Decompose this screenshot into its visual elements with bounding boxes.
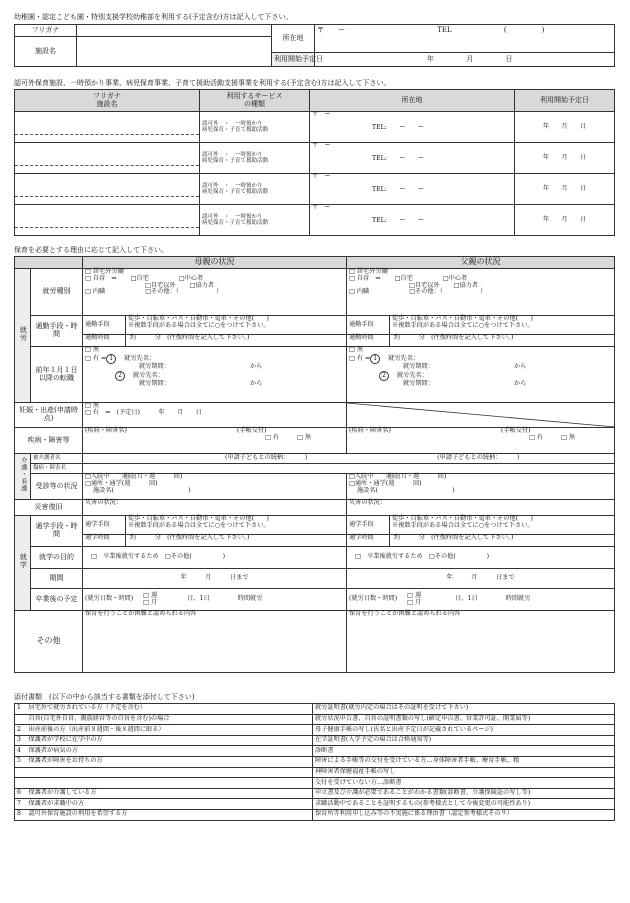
kindergarten-table	[14, 24, 615, 67]
attachment-condition: 保護者が求職中の方	[27, 799, 313, 810]
day-label: 日	[505, 54, 513, 63]
start-date-field[interactable]	[315, 53, 615, 67]
service-start-cell[interactable]: 年 月 日	[515, 143, 615, 174]
service-start-cell[interactable]: 年 月 日	[515, 112, 615, 143]
service-type-cell[interactable]	[200, 205, 310, 236]
attachment-row	[15, 799, 615, 810]
attachment-number: 5	[15, 756, 27, 767]
mother-work-type[interactable]: □ 居宅外労働 □ 自営 ⇒ □自宅 □中心者 □自宅以外 □協力者 □ 内職 □その他：（ ）	[83, 269, 347, 316]
col-service: 利用するサービス の種類	[200, 90, 310, 112]
tel-paren: ( )	[503, 26, 545, 34]
father-other[interactable]: 保育を行うことが困難と認められる内容	[347, 611, 615, 673]
mother-commute[interactable]: 通勤手段 徒歩・自転車・バス・自動車・電車・その他( ) ※複数手段がある場合は全てに○をつけて下さい。 通勤時間 約 分 (往復時間を記入して下さい。)	[83, 316, 347, 347]
attachment-row	[15, 714, 615, 725]
mother-receive[interactable]: □入院中 通院(月・週 回) □通所・通学(週 回) 施設名( )	[83, 474, 347, 500]
attachment-condition: 居宅外で就労されている方（予定を含む）	[27, 704, 313, 715]
service-line1: 認可外 ・ 一時預かり	[202, 151, 263, 158]
facility-name-label: 施設名	[15, 37, 77, 67]
location-field[interactable]	[315, 25, 615, 53]
service-facility-cell[interactable]	[15, 143, 200, 174]
father-school-period[interactable]: 年 月 日まで	[347, 569, 615, 589]
attachment-condition: 保護者が病気の方	[27, 746, 313, 757]
service-location-cell[interactable]	[310, 174, 515, 205]
section2-heading: 認可外保育施設、一時預かり事業、病児保育事業、子育て援助活動支援事業を利用する(予定含む)方は記入して下さい。	[14, 79, 391, 87]
mother-lesson[interactable]: (就労日数・時間) □ 週 □ 月 日、1日 時間就労	[83, 589, 347, 611]
father-school-commute[interactable]: 通学手段 徒歩・自転車・バス・自動車・電車・その他( ) ※複数手段がある場合は全てに○をつけて下さい。 通学時間 約 分 (往復時間を記入して下さい。)	[347, 516, 615, 547]
attachment-condition	[27, 767, 313, 778]
attachment-document: 就労証明書(就労内定の場合はその証明を受けて下さい)	[313, 704, 615, 715]
service-postal: 〒 ー	[312, 142, 331, 149]
school-commute-label: 通学手段・時間	[31, 516, 83, 547]
attachment-row	[15, 788, 615, 799]
mother-other[interactable]: 保育を行うことが困難と認められる内容	[83, 611, 347, 673]
attachment-document: 障害による手帳等の交付を受けている方…身体障害者手帳、療育手帳、精	[313, 756, 615, 767]
section1-heading: 幼稚園・認定こども園・特別支援学校幼稚部を利用する(予定含む)方は記入して下さい。	[14, 13, 293, 21]
service-line1: 認可外 ・ 一時預かり	[202, 213, 263, 220]
lesson-label: 卒業後の予定	[31, 589, 83, 611]
attachment-table	[14, 703, 615, 821]
service-postal: 〒 ー	[312, 204, 331, 211]
disease-name-label: 傷病・障害名	[31, 464, 83, 474]
tel-label: TEL	[437, 26, 452, 34]
attachment-row	[15, 767, 615, 778]
attachment-condition: 保護者が学校に在学中の方	[27, 735, 313, 746]
furigana-field[interactable]	[77, 25, 272, 37]
attachment-number	[15, 778, 27, 789]
father-school-purpose[interactable]: □ 卒業後就労するため □その他( )	[347, 547, 615, 569]
section4-heading: 添付書類 (以下の中から該当する書類を添付して下さい)	[14, 693, 195, 701]
section3-heading: 保育を必要とする理由に応じて記入して下さい。	[14, 246, 168, 254]
mother-school-commute[interactable]: 通学手段 徒歩・自転車・バス・自動車・電車・その他( ) ※複数手段がある場合は全てに○をつけて下さい。 通学時間 約 分 (往復時間を記入して下さい。)	[83, 516, 347, 547]
attachment-document: 申立書及び介護が必要であることがわかる書類(診断書、介護保険証の写し等)	[313, 788, 615, 799]
attachment-row	[15, 735, 615, 746]
father-disaster[interactable]: 災害の状況：	[347, 500, 615, 516]
month-label: 月	[466, 54, 474, 63]
service-location-cell[interactable]	[310, 112, 515, 143]
service-postal: 〒 ー	[312, 173, 331, 180]
service-postal: 〒 ー	[312, 111, 331, 118]
service-location-cell[interactable]	[310, 143, 515, 174]
other-service-table	[14, 89, 615, 236]
col-location: 所在地	[310, 90, 515, 112]
service-type-cell[interactable]	[200, 112, 310, 143]
attachment-row	[15, 704, 615, 715]
receive-label: 受診等の状況	[31, 474, 83, 500]
service-tel: TEL: ー ー	[372, 216, 424, 224]
school-group-label: 就学	[15, 516, 31, 611]
service-row	[15, 205, 615, 236]
service-row	[15, 143, 615, 174]
attachment-row	[15, 809, 615, 820]
father-commute[interactable]: 通勤手段 徒歩・自転車・バス・自動車・電車・その他( ) ※複数手段がある場合は全てに○をつけて下さい。 通勤時間 約 分 (往復時間を記入して下さい。)	[347, 316, 615, 347]
mother-school-purpose[interactable]: □ 卒業後就労するため □その他( )	[83, 547, 347, 569]
other-label: その他	[15, 611, 83, 673]
attachment-number: 2	[15, 725, 27, 736]
attachment-number	[15, 767, 27, 778]
school-purpose-label: 就学の目的	[31, 547, 83, 569]
attachment-number	[15, 714, 27, 725]
service-row	[15, 112, 615, 143]
disease-name-field[interactable]	[83, 464, 615, 474]
attachment-condition: 認可外保育施設の利用を希望する方	[27, 809, 313, 820]
cared-relation-row[interactable]: (申請子どもとの続柄： ) (申請子どもとの続柄： )	[83, 454, 615, 464]
attachment-condition: 保護者が介護している方	[27, 788, 313, 799]
service-line1: 認可外 ・ 一時預かり	[202, 182, 263, 189]
father-header: 父親の状況	[347, 257, 615, 269]
service-facility-cell[interactable]	[15, 112, 200, 143]
school-period-label: 期間	[31, 569, 83, 589]
work-group-label: 就労	[15, 269, 31, 403]
reason-table	[14, 256, 615, 673]
attachment-document: 就労状況申告書、自営の証明書類の写し(確定申告書、営業許可証、開業届等)	[313, 714, 615, 725]
service-tel: TEL: ー ー	[372, 185, 424, 193]
care-group-label: 介護・看護	[15, 454, 31, 500]
col-start: 利用開始予定日	[515, 90, 615, 112]
service-line2: 病児保育・子育て援助活動	[202, 189, 269, 195]
service-line2: 病児保育・子育て援助活動	[202, 158, 269, 164]
year-label: 年	[427, 54, 434, 63]
service-facility-cell[interactable]	[15, 205, 200, 236]
mother-illness[interactable]: (疾病・障害名) (手帳交付) □ 有 □ 無	[83, 428, 347, 454]
disaster-label: 災害復旧	[15, 500, 83, 516]
attachment-number: 1	[15, 704, 27, 715]
father-illness[interactable]: (疾病・障害名) (手帳交付) □ 有 □ 無	[347, 428, 615, 454]
service-line2: 病児保育・子育て援助活動	[202, 220, 269, 226]
father-receive[interactable]: □入院中 通院(月・週 回) □通所・通学(週 回) 施設名( )	[347, 474, 615, 500]
attachment-number: 3	[15, 735, 27, 746]
cared-name-label: 被介護者名	[31, 454, 83, 464]
location-label: 所在地	[272, 25, 315, 53]
father-lesson[interactable]: (就労日数・時間) □ 週 □ 月 日、1日 時間就労	[347, 589, 615, 611]
attachment-row	[15, 725, 615, 736]
furigana-label: フリガナ	[15, 25, 77, 37]
attachment-row	[15, 756, 615, 767]
col-facility: フリガナ 施設名	[15, 90, 200, 112]
pregnancy-label: 妊娠・出産(申請時点)	[15, 403, 83, 428]
attachment-document: 在学証明書(入学予定の場合は合格通知等)	[313, 735, 615, 746]
service-line1: 認可外 ・ 一時預かり	[202, 120, 263, 127]
mother-disaster[interactable]: 災害の状況：	[83, 500, 347, 516]
attachment-number: 6	[15, 788, 27, 799]
attachment-row	[15, 778, 615, 789]
facility-name-field[interactable]	[77, 37, 272, 67]
attachment-condition	[27, 778, 313, 789]
attachment-document: 神障害者保健福祉手帳の写し	[313, 767, 615, 778]
mother-job-change[interactable]: □ 無 □ 有 ⇒ 1 就労先名： 就労期間： から 2 就労先名： 就労期間： から	[83, 347, 347, 403]
attachment-condition: 出産前後の方（出産前８週間・後８週間に限る）	[27, 725, 313, 736]
start-date-label: 利用開始予定日	[272, 53, 315, 67]
attachment-document: 診断書	[313, 746, 615, 757]
service-line2: 病児保育・子育て援助活動	[202, 127, 269, 133]
attachment-condition: 保護者が障害をお持ちの方	[27, 756, 313, 767]
mother-header: 母親の状況	[83, 257, 347, 269]
father-work-type[interactable]: □ 居宅外労働 □ 自営 ⇒ □自宅 □中心者 □自宅以外 □協力者 □ 内職 □その他：（ ）	[347, 269, 615, 316]
service-row	[15, 174, 615, 205]
service-type-cell[interactable]	[200, 174, 310, 205]
attachment-number: 4	[15, 746, 27, 757]
father-job-change[interactable]: □ 無 □ 有 ⇒ 1 就労先名： 就労期間： から 2 就労先名： 就労期間： から	[347, 347, 615, 403]
mother-pregnancy[interactable]: □ 無 □ 有 ⇒ (予定日) 年 月 日	[83, 403, 347, 428]
attachment-document: 求職活動中であることを証明するもの(参考様式として今後変更の可能性あり)	[313, 799, 615, 810]
attachment-document: 交付を受けていない方…診断書	[313, 778, 615, 789]
attachment-row	[15, 746, 615, 757]
commute-label: 通勤手段・時間	[31, 316, 83, 347]
service-type-cell[interactable]	[200, 143, 310, 174]
attachment-condition: 自営(自宅外自営、親族経営等の自営を含む)の場合	[27, 714, 313, 725]
work-type-label: 就労種別	[31, 269, 83, 316]
attachment-document: 保育所等利用申し込み等の不実施に係る理由書（認定参考様式その９）	[313, 809, 615, 820]
service-location-cell[interactable]	[310, 205, 515, 236]
attachment-number: 8	[15, 809, 27, 820]
father-pregnancy-na	[347, 403, 615, 428]
job-change-label: 前年１月１日以降の転職	[31, 347, 83, 403]
attachment-number: 7	[15, 799, 27, 810]
service-start-cell[interactable]: 年 月 日	[515, 174, 615, 205]
service-tel: TEL: ー ー	[372, 154, 424, 162]
service-tel: TEL: ー ー	[372, 123, 424, 131]
attachment-document: 母子健康手帳の写し(氏名と出産予定日が記載されているページ)	[313, 725, 615, 736]
service-start-cell[interactable]: 年 月 日	[515, 205, 615, 236]
mother-school-period[interactable]: 年 月 日まで	[83, 569, 347, 589]
postal-mark: 〒 ー	[317, 26, 345, 34]
service-facility-cell[interactable]	[15, 174, 200, 205]
illness-label: 疾病・障害等	[15, 428, 83, 454]
